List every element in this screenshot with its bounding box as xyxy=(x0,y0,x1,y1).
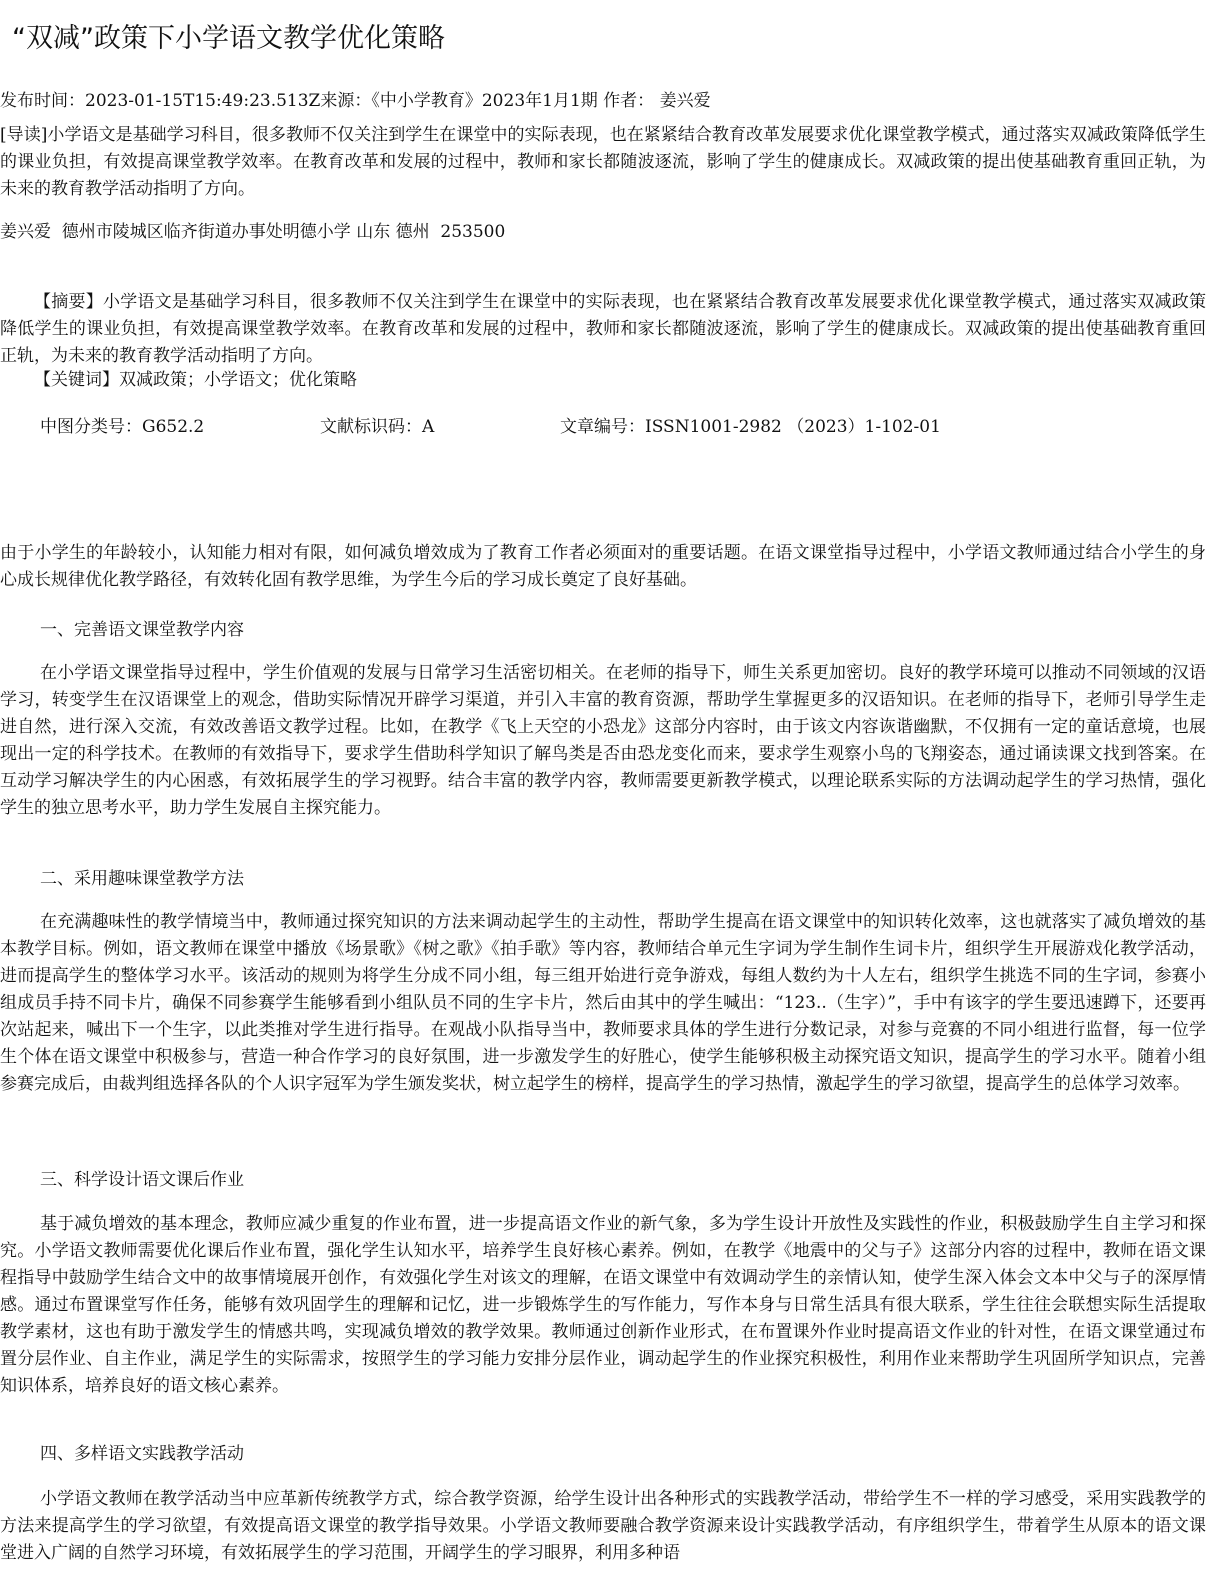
keywords: 【关键词】双减政策；小学语文；优化策略 xyxy=(34,370,357,390)
document-code: 文献标识码：A xyxy=(320,417,435,437)
section-paragraph: 小学语文教师在教学活动当中应革新传统教学方式，综合教学资源，给学生设计出各种形式的实践教学活动，带给学生不一样的学习感受，采用实践教学的方法来提高学生的学习欲望，有效提高语文课堂的教学指导效果。小学语文教师要融合教学资源来设计实践教学活动，有序组织学生，带着学生从原本的语文课堂进入广阔的自然学习环境，有效拓展学生的学习范围，开阔学生的学习眼界，利用多种语 xyxy=(0,1489,1206,1563)
section-heading: 三、科学设计语文课后作业 xyxy=(40,1170,244,1190)
lead-paragraph: [导读]小学语文是基础学习科目，很多教师不仅关注到学生在课堂中的实际表现，也在紧紧结合教育改革发展要求优化课堂教学模式，通过落实双减政策降低学生的课业负担，有效提高课堂教学效率。在教育改革和发展的过程中，教师和家长都随波逐流，影响了学生的健康成长。双减政策的提出使基础教育重回正轨，为未来的教育教学活动指明了方向。 xyxy=(0,125,1206,199)
section-paragraph: 在充满趣味性的教学情境当中，教师通过探究知识的方法来调动起学生的主动性，帮助学生提高在语文课堂中的知识转化效率，这也就落实了减负增效的基本教学目标。例如，语文教师在课堂中播放《场景歌》《树之歌》《拍手歌》等内容，教师结合单元生字词为学生制作生词卡片，组织学生开展游戏化教学活动，进而提高学生的整体学习水平。该活动的规则为将学生分成不同小组，每三组开始进行竞争游戏，每组人数约为十人左右，组织学生挑选不同的生字词，参赛小组成员手持不同卡片，确保不同参赛学生能够看到小组队员不同的生字卡片，然后由其中的学生喊出：“123..（生字）”，手中有该字的学生要迅速蹲下，还要再次站起来，喊出下一个生字，以此类推对学生进行指导。在观战小队指导当中，教师要求具体的学生进行分数记录，对参与竞赛的不同小组进行监督，每一位学生个体在语文课堂中积极参与，营造一种合作学习的良好氛围，进一步激发学生的好胜心，使学生能够积极主动探究语文知识，提高学生的学习水平。随着小组参赛完成后，由裁判组选择各队的个人识字冠军为学生颁发奖状，树立起学生的榜样，提高学生的学习热情，激起学生的学习欲望，提高学生的总体学习效率。 xyxy=(0,912,1206,1094)
section-heading: 一、完善语文课堂教学内容 xyxy=(40,620,244,640)
page-title: “双减”政策下小学语文教学优化策略 xyxy=(12,23,445,54)
intro-paragraph: 由于小学生的年龄较小，认知能力相对有限，如何减负增效成为了教育工作者必须面对的重要话题。在语文课堂指导过程中，小学语文教师通过结合小学生的身心成长规律优化教学路径，有效转化固有教学思维，为学生今后的学习成长奠定了良好基础。 xyxy=(0,543,1206,590)
classification-number: 中图分类号：G652.2 xyxy=(40,417,205,437)
section-paragraph: 在小学语文课堂指导过程中，学生价值观的发展与日常学习生活密切相关。在老师的指导下，师生关系更加密切。良好的教学环境可以推动不同领域的汉语学习，转变学生在汉语课堂上的观念，借助实际情况开辟学习渠道，并引入丰富的教育资源，帮助学生掌握更多的汉语知识。在老师的指导下，老师引导学生走进自然，进行深入交流，有效改善语文教学过程。比如，在教学《飞上天空的小恐龙》这部分内容时，由于该文内容诙谐幽默，不仅拥有一定的童话意境，也展现出一定的科学技术。在教师的有效指导下，要求学生借助科学知识了解鸟类是否由恐龙变化而来，要求学生观察小鸟的飞翔姿态，通过诵读课文找到答案。在互动学习解决学生的内心困惑，有效拓展学生的学习视野。结合丰富的教学内容，教师需要更新教学模式，以理论联系实际的方法调动起学生的学习热情，强化学生的独立思考水平，助力学生发展自主探究能力。 xyxy=(0,663,1206,818)
section-paragraph: 基于减负增效的基本理念，教师应减少重复的作业布置，进一步提高语文作业的新气象，多为学生设计开放性及实践性的作业，积极鼓励学生自主学习和探究。小学语文教师需要优化课后作业布置，强化学生认知水平，培养学生良好核心素养。例如，在教学《地震中的父与子》这部分内容的过程中，教师在语文课程指导中鼓励学生结合文中的故事情境展开创作，有效强化学生对该文的理解，在语文课堂中有效调动学生的亲情认知，使学生深入体会文本中父与子的深厚情感。通过布置课堂写作任务，能够有效巩固学生的理解和记忆，进一步锻炼学生的写作能力，写作本身与日常生活具有很大联系，学生往往会联想实际生活提取教学素材，这也有助于激发学生的情感共鸣，实现减负增效的教学效果。教师通过创新作业形式，在布置课外作业时提高语文作业的针对性，在语文课堂通过布置分层作业、自主作业，满足学生的实际需求，按照学生的学习能力安排分层作业，调动起学生的作业探究积极性，利用作业来帮助学生巩固所学知识点，完善知识体系，培养良好的语文核心素养。 xyxy=(0,1214,1206,1396)
publish-meta: 发布时间：2023-01-15T15:49:23.513Z来源：《中小学教育》2023年1月1期 作者： 姜兴爱 xyxy=(0,91,711,111)
section-heading: 二、采用趣味课堂教学方法 xyxy=(40,869,244,889)
abstract: 【摘要】小学语文是基础学习科目，很多教师不仅关注到学生在课堂中的实际表现，也在紧紧结合教育改革发展要求优化课堂教学模式，通过落实双减政策降低学生的课业负担，有效提高课堂教学效率。在教育改革和发展的过程中，教师和家长都随波逐流，影响了学生的健康成长。双减政策的提出使基础教育重回正轨，为未来的教育教学活动指明了方向。 xyxy=(0,292,1206,366)
section-heading: 四、多样语文实践教学活动 xyxy=(40,1444,244,1464)
author-affiliation: 姜兴爱 德州市陵城区临齐街道办事处明德小学 山东 德州 253500 xyxy=(0,222,506,242)
article-number: 文章编号：ISSN1001-2982 （2023）1-102-01 xyxy=(560,417,941,437)
